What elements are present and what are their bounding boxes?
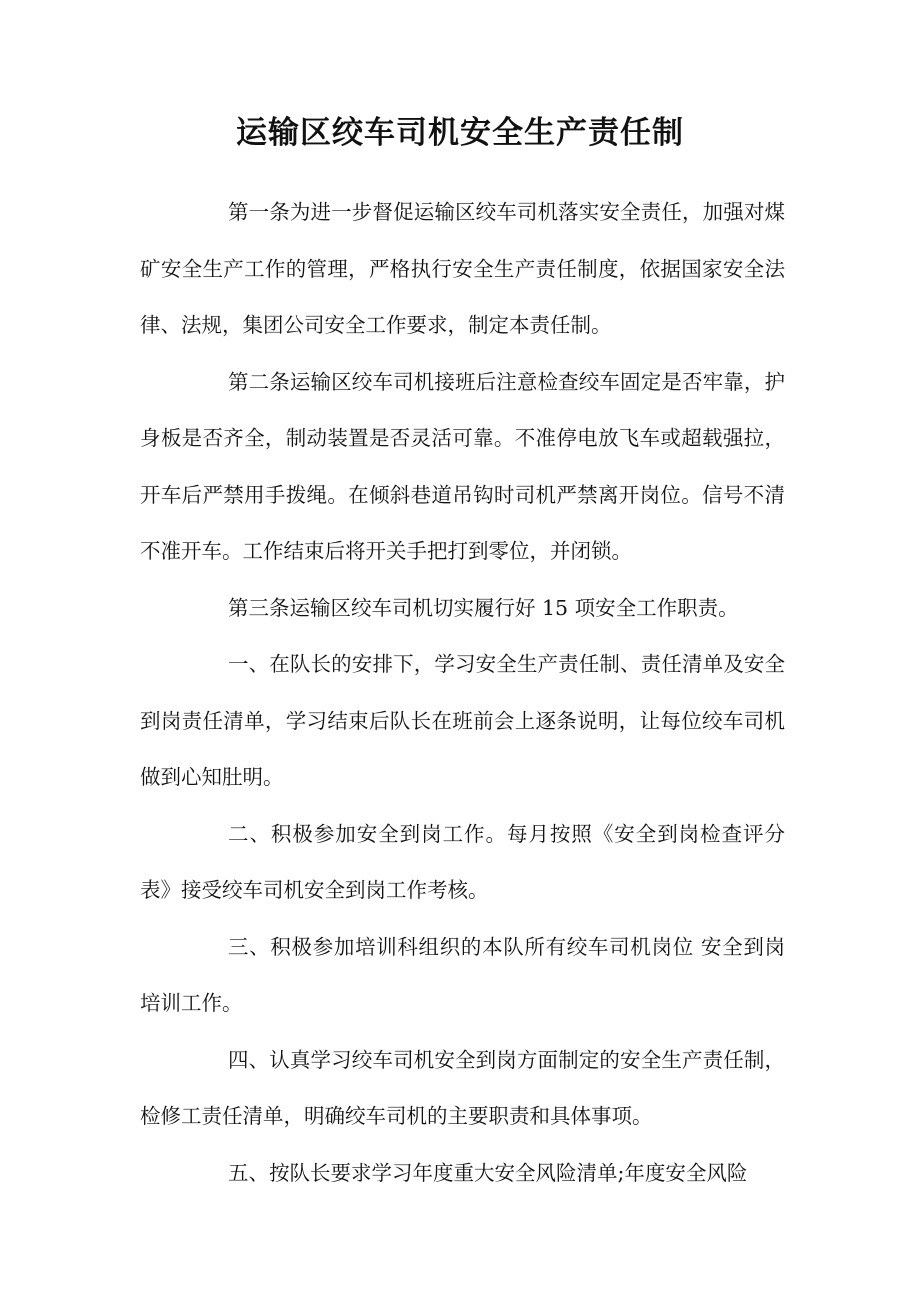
article-3-paragraph: 第三条运输区绞车司机切实履行好 15 项安全工作职责。 <box>228 595 739 620</box>
duty-item-1: 一、在队长的安排下，学习安全生产责任制、责任清单及安全到岗责任清单，学习结束后队长在班前会上逐条说明，让每位绞车司机做到心知肚明。 <box>140 652 785 789</box>
article-1-paragraph: 第一条为进一步督促运输区绞车司机落实安全责任，加强对煤矿安全生产工作的管理，严格执行安全生产责任制度，依据国家安全法律、法规，集团公司安全工作要求，制定本责任制。 <box>140 200 785 337</box>
document-body <box>140 184 785 1201</box>
document-title: 运输区绞车司机安全生产责任制 <box>236 115 684 151</box>
duty-item-3: 三、积极参加培训科组织的本队所有绞车司机岗位 安全到岗培训工作。 <box>140 934 785 1015</box>
duty-item-2: 二、积极参加安全到岗工作。每月按照《安全到岗检查评分表》接受绞车司机安全到岗工作考核。 <box>140 821 785 902</box>
article-2-paragraph: 第二条运输区绞车司机接班后注意检查绞车固定是否牢靠，护身板是否齐全，制动装置是否灵活可靠。不准停电放飞车或超载强拉，开车后严禁用手拨绳。在倾斜巷道吊钩时司机严禁离开岗位。信号不清不准开车。工作结束后将开关手把打到零位，并闭锁。 <box>140 369 785 563</box>
duty-item-4: 四、认真学习绞车司机安全到岗方面制定的安全生产责任制，检修工责任清单，明确绞车司机的主要职责和具体事项。 <box>140 1047 785 1128</box>
duty-item-5: 五、按队长要求学习年度重大安全风险清单;年度安全风险 <box>228 1160 748 1185</box>
